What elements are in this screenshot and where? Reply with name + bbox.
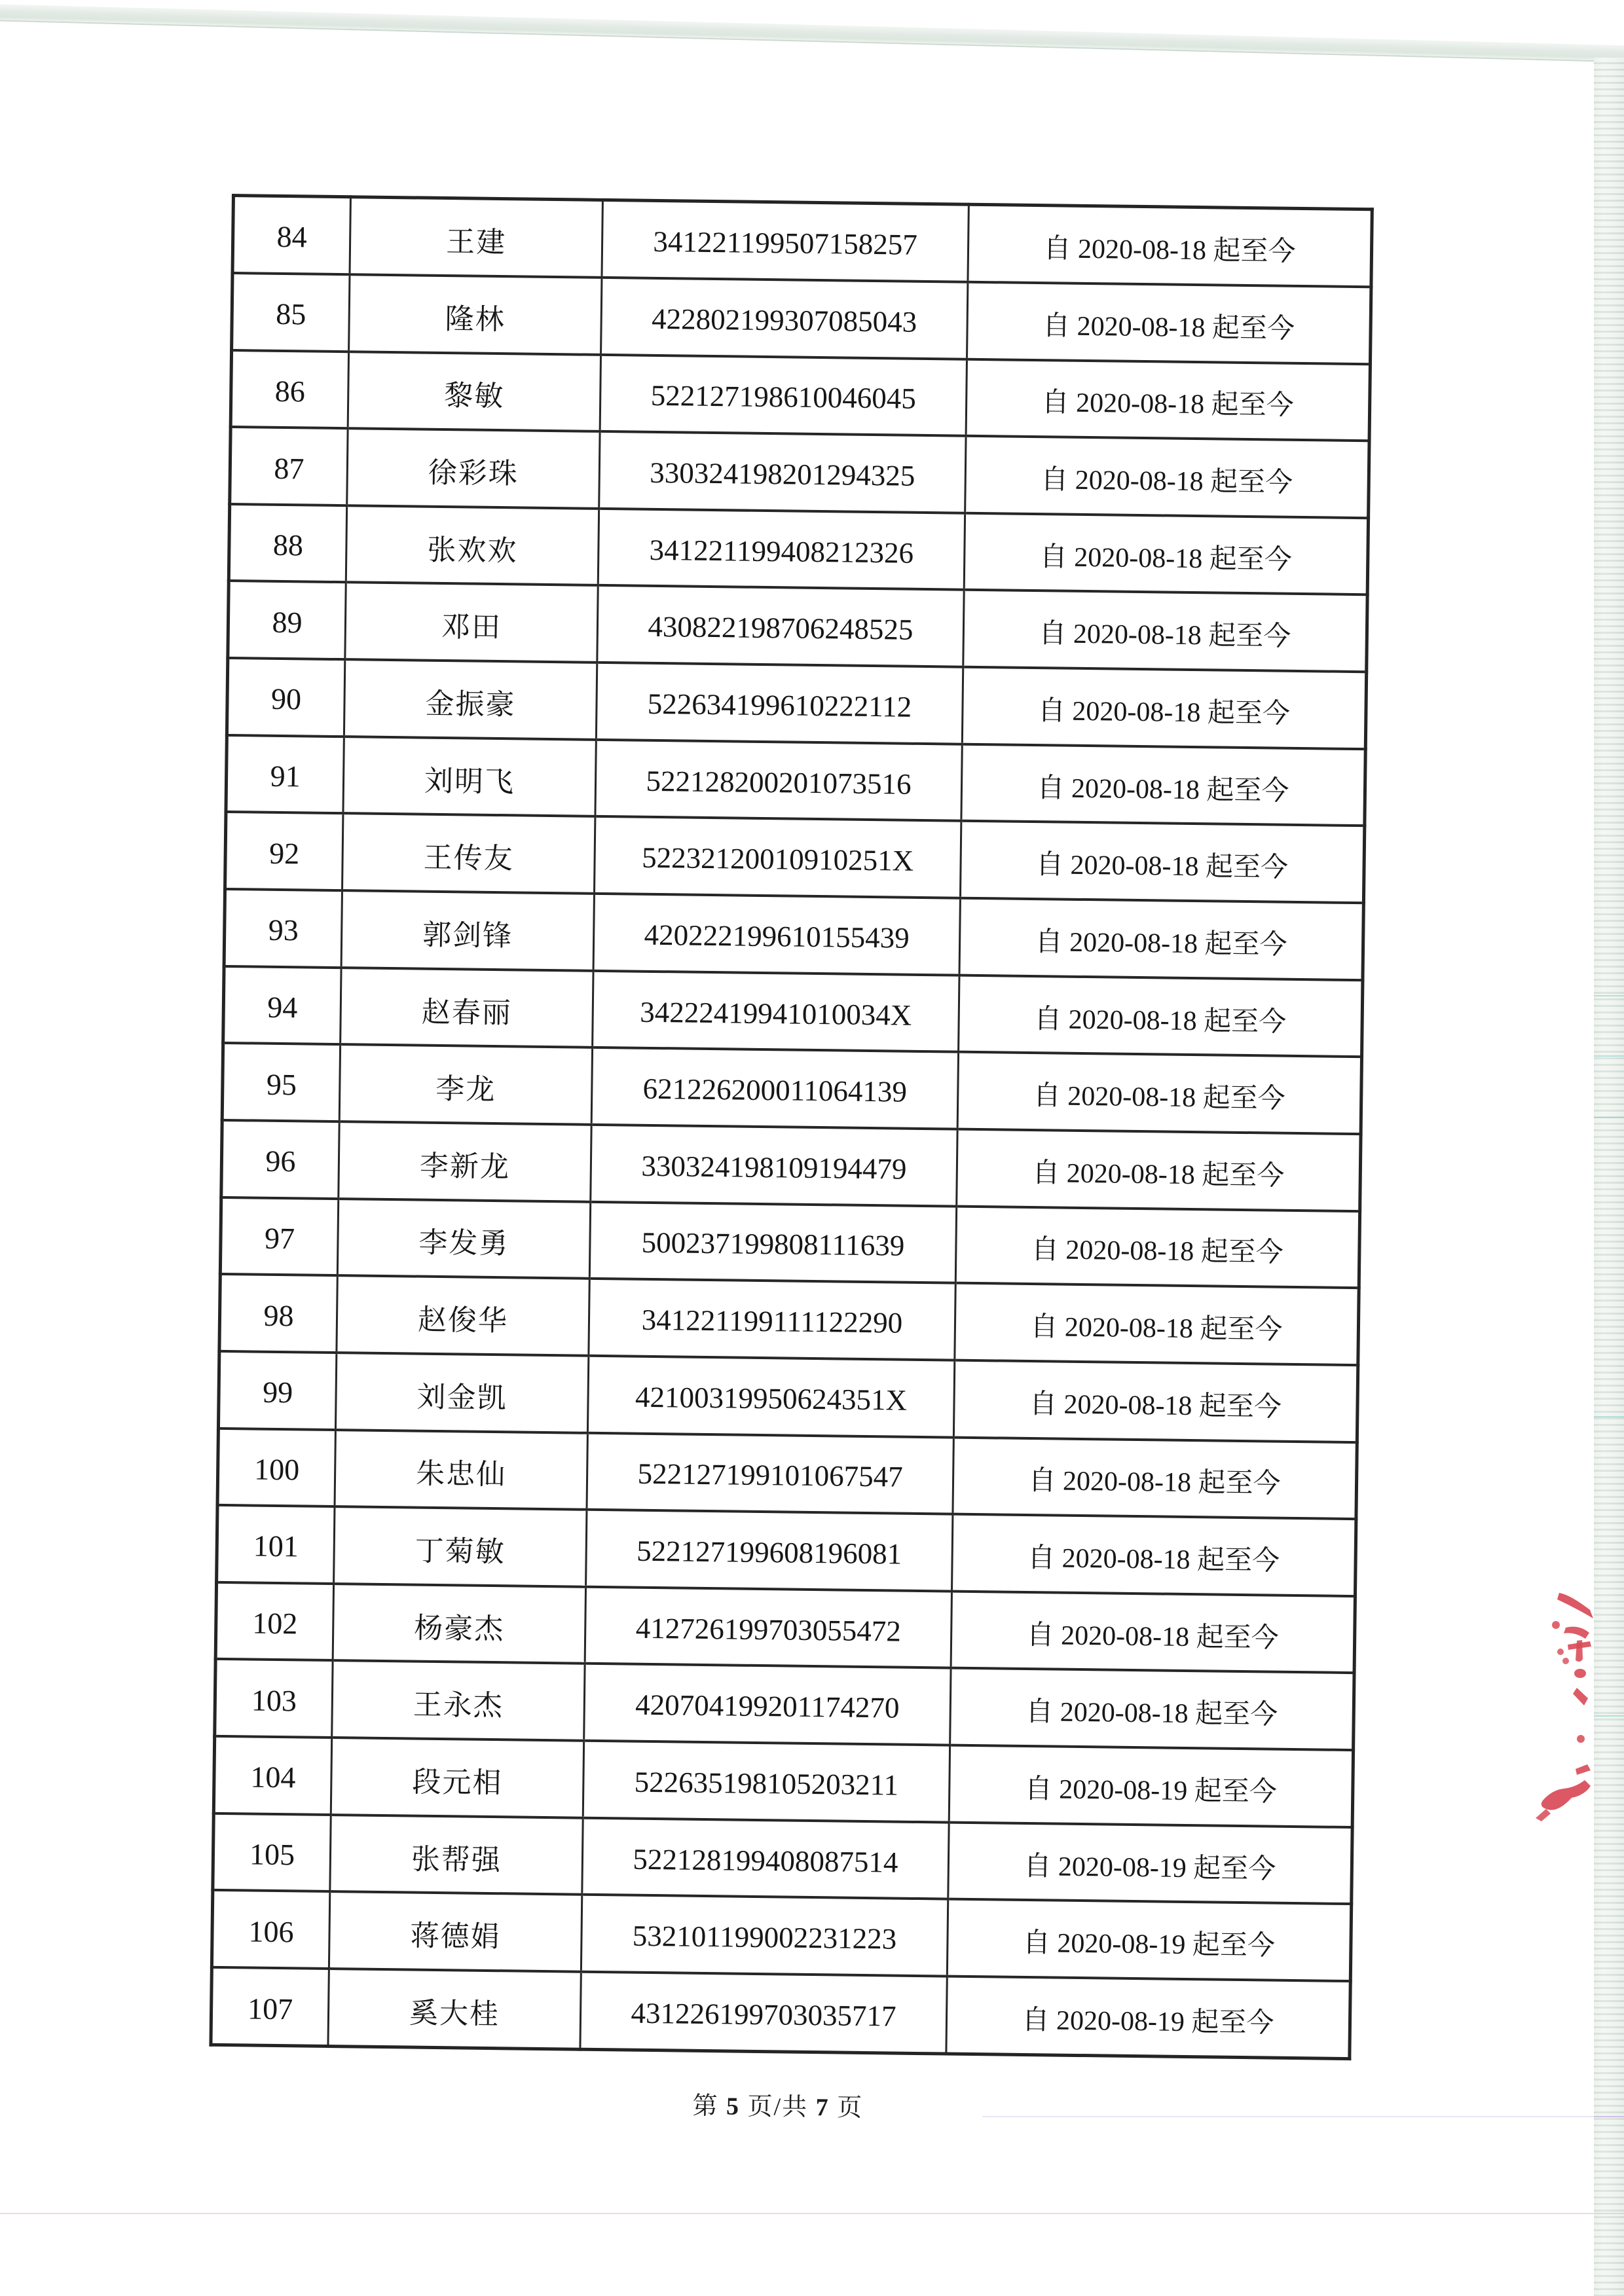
scan-streak — [1594, 1055, 1624, 1057]
red-seal-fragment-icon — [1530, 1570, 1624, 1832]
period-cell: 自 2020-08-19 起至今 — [946, 1977, 1350, 2059]
scan-hairline — [0, 2213, 1624, 2214]
row-number-cell: 95 — [222, 1043, 340, 1121]
row-number-cell: 94 — [223, 966, 341, 1045]
row-number-cell: 86 — [231, 350, 348, 429]
id-number-cell: 522128200201073516 — [595, 740, 962, 821]
row-number-cell: 100 — [217, 1428, 335, 1506]
id-number-cell: 422802199307085043 — [601, 278, 968, 359]
period-cell: 自 2020-08-18 起至今 — [957, 1052, 1361, 1134]
table-row — [223, 966, 1363, 1057]
name-cell: 王永杰 — [332, 1661, 585, 1741]
table-row — [222, 1043, 1361, 1134]
period-cell: 自 2020-08-18 起至今 — [953, 1360, 1357, 1442]
name-cell: 朱忠仙 — [335, 1430, 587, 1510]
name-cell: 李新龙 — [339, 1121, 591, 1201]
id-number-cell: 430822198706248525 — [597, 585, 964, 666]
period-cell: 自 2020-08-18 起至今 — [961, 744, 1365, 826]
id-number-cell: 412726199703055472 — [585, 1587, 951, 1668]
row-number-cell: 84 — [232, 196, 350, 275]
period-cell: 自 2020-08-18 起至今 — [964, 513, 1368, 595]
id-number-cell: 330324198109194479 — [591, 1125, 957, 1206]
id-number-cell: 341221199111122290 — [589, 1279, 955, 1360]
name-cell: 奚大桂 — [328, 1969, 581, 2049]
row-number-cell: 101 — [217, 1505, 335, 1584]
period-cell: 自 2020-08-18 起至今 — [965, 436, 1369, 518]
name-cell: 邓田 — [345, 583, 598, 663]
period-cell: 自 2020-08-19 起至今 — [948, 1822, 1352, 1904]
period-cell: 自 2020-08-18 起至今 — [966, 359, 1370, 441]
name-cell: 徐彩珠 — [347, 428, 600, 508]
period-cell: 自 2020-08-18 起至今 — [967, 282, 1371, 364]
table-row — [227, 658, 1366, 749]
row-number-cell: 107 — [211, 1967, 329, 2047]
name-cell: 蒋德娟 — [329, 1891, 581, 1971]
table-row — [230, 427, 1369, 518]
id-number-cell: 522127198610046045 — [600, 354, 967, 435]
table-row — [219, 1274, 1359, 1365]
table-row — [211, 1967, 1350, 2059]
id-number-cell: 532101199002231223 — [581, 1895, 948, 1976]
row-number-cell: 103 — [215, 1659, 333, 1738]
name-cell: 王建 — [350, 197, 602, 278]
row-number-cell: 93 — [224, 889, 342, 968]
name-cell: 杨豪杰 — [333, 1584, 585, 1664]
page-number-footer — [208, 2079, 1348, 2129]
id-number-cell: 420222199610155439 — [593, 894, 960, 975]
id-number-cell: 621226200011064139 — [591, 1048, 958, 1129]
row-number-cell: 98 — [219, 1274, 337, 1353]
name-cell: 金振豪 — [344, 659, 597, 739]
id-number-cell: 52232120010910251X — [594, 816, 961, 898]
id-number-cell: 34222419941010034X — [593, 971, 959, 1052]
table-row — [232, 196, 1372, 287]
name-cell: 刘金凯 — [335, 1353, 588, 1432]
name-cell: 李发勇 — [337, 1199, 590, 1279]
period-cell: 自 2020-08-18 起至今 — [952, 1514, 1356, 1596]
id-number-cell: 341221199408212326 — [598, 509, 965, 590]
scan-streak — [1594, 1416, 1624, 1417]
footer-total-pages: 7 — [815, 2094, 830, 2122]
table-row — [224, 889, 1363, 980]
id-number-cell: 431226199703035717 — [580, 1972, 947, 2054]
period-cell: 自 2020-08-18 起至今 — [962, 667, 1366, 749]
footer-middle: 页/共 — [747, 2092, 809, 2121]
period-cell: 自 2020-08-18 起至今 — [968, 204, 1372, 287]
name-cell: 赵春丽 — [341, 968, 593, 1048]
period-cell: 自 2020-08-18 起至今 — [951, 1591, 1355, 1673]
personnel-table — [209, 194, 1373, 2060]
id-number-cell: 522127199608196081 — [586, 1510, 953, 1591]
row-number-cell: 92 — [225, 812, 343, 890]
table-body — [211, 196, 1372, 2059]
footer-page-number: 5 — [726, 2092, 741, 2121]
footer-suffix: 页 — [836, 2094, 864, 2122]
period-cell: 自 2020-08-18 起至今 — [953, 1437, 1357, 1519]
name-cell: 赵俊华 — [337, 1275, 589, 1355]
name-cell: 段元相 — [331, 1738, 583, 1817]
table-row — [225, 812, 1365, 903]
name-cell: 郭剑锋 — [341, 890, 594, 970]
row-number-cell: 89 — [228, 581, 346, 659]
period-cell: 自 2020-08-18 起至今 — [955, 1206, 1359, 1288]
row-number-cell: 99 — [218, 1351, 336, 1430]
table-row — [215, 1659, 1354, 1750]
table-row — [221, 1120, 1361, 1211]
row-number-cell: 97 — [220, 1197, 338, 1276]
name-cell: 隆林 — [349, 274, 602, 354]
table-row — [232, 273, 1371, 364]
id-number-cell: 522128199408087514 — [582, 1817, 949, 1899]
name-cell: 丁菊敏 — [334, 1506, 587, 1586]
name-cell: 刘明飞 — [343, 737, 596, 816]
period-cell: 自 2020-08-18 起至今 — [950, 1668, 1354, 1750]
row-number-cell: 85 — [232, 273, 350, 352]
id-number-cell: 522127199101067547 — [587, 1432, 953, 1514]
period-cell: 自 2020-08-19 起至今 — [947, 1899, 1351, 1981]
row-number-cell: 96 — [221, 1120, 339, 1199]
row-number-cell: 91 — [226, 735, 344, 814]
row-number-cell: 102 — [215, 1582, 333, 1661]
id-number-cell: 420704199201174270 — [584, 1664, 951, 1745]
row-number-cell: 104 — [213, 1736, 331, 1815]
table-row — [226, 735, 1365, 826]
period-cell: 自 2020-08-18 起至今 — [960, 821, 1364, 903]
name-cell: 黎敏 — [348, 352, 600, 431]
scan-streak — [1594, 995, 1624, 996]
id-number-cell: 500237199808111639 — [589, 1201, 956, 1283]
table-row — [212, 1890, 1351, 1981]
period-cell: 自 2020-08-19 起至今 — [949, 1745, 1353, 1827]
row-number-cell: 87 — [230, 427, 348, 505]
id-number-cell: 341221199507158257 — [602, 200, 969, 282]
table-row — [228, 581, 1367, 672]
name-cell: 李龙 — [339, 1044, 592, 1124]
row-number-cell: 90 — [227, 658, 344, 737]
table-row — [213, 1813, 1352, 1904]
table-row — [218, 1351, 1357, 1442]
table-row — [215, 1582, 1355, 1673]
table-row — [220, 1197, 1359, 1288]
row-number-cell: 105 — [213, 1813, 331, 1892]
period-cell: 自 2020-08-18 起至今 — [959, 898, 1363, 980]
period-cell: 自 2020-08-18 起至今 — [959, 975, 1363, 1057]
name-cell: 王传友 — [342, 814, 595, 894]
period-cell: 自 2020-08-18 起至今 — [957, 1129, 1361, 1211]
table-row — [231, 350, 1370, 441]
period-cell: 自 2020-08-18 起至今 — [963, 590, 1367, 672]
scanner-edge-band-right — [1594, 58, 1624, 2296]
row-number-cell: 88 — [229, 504, 346, 583]
footer-prefix: 第 — [692, 2092, 719, 2121]
period-cell: 自 2020-08-18 起至今 — [955, 1283, 1359, 1365]
name-cell: 张帮强 — [330, 1815, 583, 1895]
row-number-cell: 106 — [212, 1890, 329, 1969]
table-row — [229, 504, 1368, 595]
scanner-edge-band-top — [0, 4, 1624, 63]
id-number-cell: 330324198201294325 — [599, 431, 966, 513]
table-row — [213, 1736, 1353, 1827]
printed-sheet — [208, 194, 1371, 2129]
name-cell: 张欢欢 — [346, 505, 599, 585]
scan-streak — [1594, 1117, 1624, 1118]
id-number-cell: 42100319950624351X — [587, 1356, 954, 1437]
id-number-cell: 522634199610222112 — [596, 663, 963, 744]
id-number-cell: 522635198105203211 — [583, 1741, 950, 1822]
table-row — [217, 1428, 1357, 1519]
table-row — [217, 1505, 1356, 1596]
